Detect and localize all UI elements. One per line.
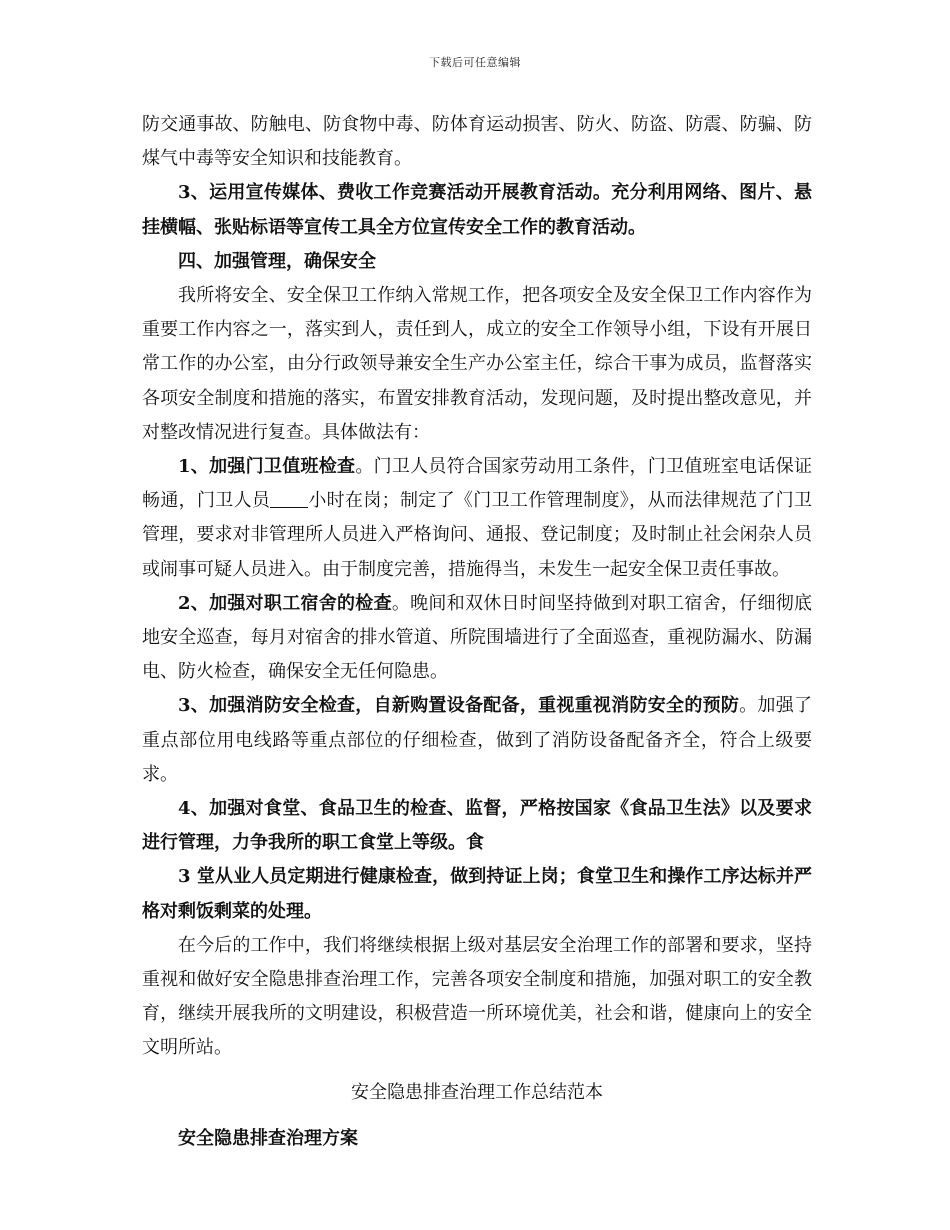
item-fire-safety bbox=[142, 689, 812, 792]
item-fire-safety-text: 。加强了重点部位用电线路等重点部位的仔细检查，做到了消防设备配备齐全，符合上级要求。 bbox=[142, 695, 812, 785]
document-body bbox=[142, 108, 812, 1156]
section-title: 安全隐患排查治理工作总结范本 bbox=[351, 1081, 603, 1103]
blank-hours bbox=[270, 489, 308, 508]
heading-strengthen-management: 四、加强管理，确保安全 bbox=[178, 250, 376, 272]
plan-title: 安全隐患排查治理方案 bbox=[178, 1127, 358, 1149]
item-dormitory bbox=[142, 587, 812, 690]
paragraph-media-education: 3、运用宣传媒体、费收工作竞赛活动开展教育活动。充分利用网络、图片、悬挂横幅、张贴标语等宣传工具全方位宣传安全工作的教育活动。 bbox=[142, 182, 812, 238]
item-dormitory-text: 。晚间和双休日时间坚持做到对职工宿舍，仔细彻底地安全巡查，每月对宿舍的排水管道、所院围墙进行了全面巡查，重视防漏水、防漏电、防火检查，确保安全无任何隐患。 bbox=[142, 592, 812, 683]
item-gate-guard-text-a: 。门卫人员符合国家劳动用工条件，门卫值班室电话保证畅通，门卫人员 bbox=[142, 456, 812, 512]
item-fire-safety-title: 3、加强消防安全检查，自新购置设备配备，重视重视消防安全的预防 bbox=[178, 695, 740, 717]
item-canteen-staff: 3 堂从业人员定期进行健康检查，做到持证上岗；食堂卫生和操作工序达标并严格对剩饭剩菜的处理。 bbox=[142, 866, 812, 922]
item-canteen: 4、加强对食堂、食品卫生的检查、监督，严格按国家《食品卫生法》以及要求进行管理，力争我所的职工食堂上等级。食 bbox=[142, 798, 812, 854]
paragraph-safety-education: 防交通事故、防触电、防食物中毒、防体育运动损害、防火、防盗、防震、防骗、防煤气中毒等安全知识和技能教育。 bbox=[142, 114, 812, 170]
paragraph-management-overview: 我所将安全、安全保卫工作纳入常规工作，把各项安全及安全保卫工作内容作为重要工作内容之一，落实到人，责任到人，成立的安全工作领导小组，下设有开展日常工作的办公室，由分行政领导兼安全生产办公室主任，综合干事为成员，监督落实各项安全制度和措施的落实，布置安排教育活动，发现问题，及时提出整改意见，并对整改情况进行复查。具体做法有： bbox=[142, 285, 812, 443]
item-gate-guard-title: 1、加强门卫值班检查 bbox=[178, 456, 356, 478]
item-dormitory-title: 2、加强对职工宿舍的检查 bbox=[178, 592, 392, 614]
paragraph-future-work: 在今后的工作中，我们将继续根据上级对基层安全治理工作的部署和要求，坚持重视和做好安全隐患排查治理工作，完善各项安全制度和措施，加强对职工的安全教育，继续开展我所的文明建设，积极营造一所环境优美，社会和谐，健康向上的安全文明所站。 bbox=[142, 934, 812, 1059]
header-note: 下载后可任意编辑 bbox=[429, 56, 521, 69]
item-gate-guard-text-b: 小时在岗；制定了《门卫工作管理制度》，从而法律规范了门卫管理，要求对非管理所人员进入严格询问、通报、登记制度；及时制止社会闲杂人员或闹事可疑人员进入。由于制度完善，措施得当，未发生一起安全保卫责任事故。 bbox=[142, 490, 813, 580]
item-gate-guard bbox=[142, 450, 812, 587]
